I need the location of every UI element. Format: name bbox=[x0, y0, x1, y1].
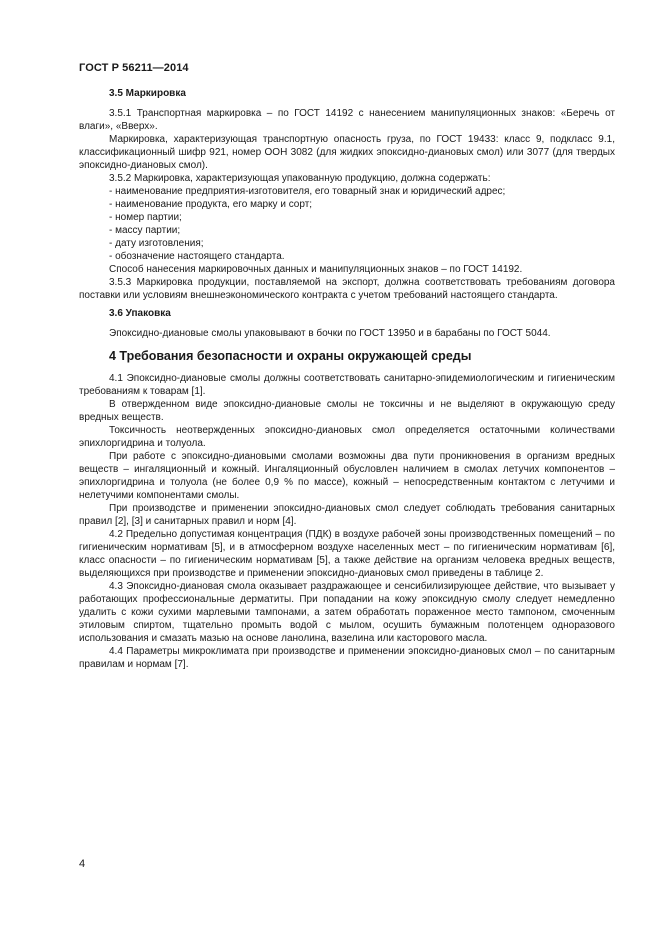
paragraph: В отвержденном виде эпоксидно-диановые смолы не токсичны и не выделяют в окружающую среду вредных веществ. bbox=[79, 399, 615, 423]
paragraph: 4.3 Эпоксидно-диановая смола оказывает раздражающее и сенсибилизирующее действие, что вызывает у работающих профессиональные дерматиты. При попадании на кожу эпоксидную смолу следует немедленно удалить с кожи сухими марлевыми тампонами, а затем обработать пораженное место тампоном, смоченным этиловым спиртом, тщательно промыть водой с мылом, осушить бумажным полотенцем одноразового использования и смазать мазью на основе ланолина, вазелина или касторового масла. bbox=[79, 581, 615, 644]
paragraph: 3.5.2 Маркировка, характеризующая упакованную продукцию, должна содержать: bbox=[109, 173, 491, 184]
list-item: - наименование предприятия-изготовителя, его товарный знак и юридический адрес; bbox=[109, 186, 506, 197]
paragraph: При производстве и применении эпоксидно-диановых смол следует соблюдать требования санитарных правил [2], [3] и санитарных правил и норм [4]. bbox=[79, 503, 615, 527]
section-3-5-heading: 3.5 Маркировка bbox=[109, 88, 186, 99]
paragraph: 4.1 Эпоксидно-диановые смолы должны соответствовать санитарно-эпидемиологическим и гигиеническим требованиям к товарам [1]. bbox=[79, 373, 615, 397]
paragraph: 4.2 Предельно допустимая концентрация (ПДК) в воздухе рабочей зоны производственных помещений – по гигиеническим нормативам [5], и в атмосферном воздухе населенных мест – по гигиеническим нормативам [6], класс опасности – по гигиеническим нормативам [5], а также действие на организм человека вредных веществ, выделяющихся при производстве и применении эпоксидно-диановых смол приведены в таблице 2. bbox=[79, 529, 615, 579]
document-header: ГОСТ Р 56211—2014 bbox=[79, 62, 189, 74]
paragraph: 3.5.1 Транспортная маркировка – по ГОСТ 14192 с нанесением манипуляционных знаков: «Беречь от влаги», «Вверх». bbox=[79, 108, 615, 132]
list-item: - массу партии; bbox=[109, 225, 181, 236]
paragraph: При работе с эпоксидно-диановыми смолами возможны два пути проникновения в организм вредных веществ – ингаляционный и кожный. Ингаляционный обусловлен наличием в смолах летучих компонентов – эпихлоргидрина и толуола (не более 0,9 % по массе), кожный – непосредственным контактом с летучими и нелетучими компонентами смолы. bbox=[79, 451, 615, 501]
page-content bbox=[79, 88, 615, 671]
list-item: - обозначение настоящего стандарта. bbox=[109, 251, 285, 262]
list-item: - номер партии; bbox=[109, 212, 182, 223]
list-item: - наименование продукта, его марку и сорт; bbox=[109, 199, 313, 210]
section-4-heading: 4 Требования безопасности и охраны окружающей среды bbox=[109, 349, 472, 363]
paragraph: Эпоксидно-диановые смолы упаковывают в бочки по ГОСТ 13950 и в барабаны по ГОСТ 5044. bbox=[109, 328, 551, 339]
paragraph: Токсичность неотвержденных эпоксидно-диановых смол определяется остаточными количествами эпихлоргидрина и толуола. bbox=[79, 425, 615, 449]
paragraph: Способ нанесения маркировочных данных и манипуляционных знаков – по ГОСТ 14192. bbox=[109, 264, 523, 275]
paragraph: 3.5.3 Маркировка продукции, поставляемой на экспорт, должна соответствовать требованиям договора поставки или условиям внешнеэкономического контракта с учетом требований настоящего стандарта. bbox=[79, 277, 615, 301]
page-number: 4 bbox=[79, 858, 86, 870]
paragraph: 4.4 Параметры микроклимата при производстве и применении эпоксидно-диановых смол – по санитарным правилам и нормам [7]. bbox=[79, 646, 615, 670]
list-item: - дату изготовления; bbox=[109, 238, 204, 249]
section-3-6-heading: 3.6 Упаковка bbox=[109, 308, 171, 319]
paragraph: Маркировка, характеризующая транспортную опасность груза, по ГОСТ 19433: класс 9, подкласс 9.1, классификационный шифр 921, номер ООН 3082 (для жидких эпоксидно-диановых смол) или 3077 (для твердых эпоксидно-диановых смол). bbox=[79, 134, 615, 171]
